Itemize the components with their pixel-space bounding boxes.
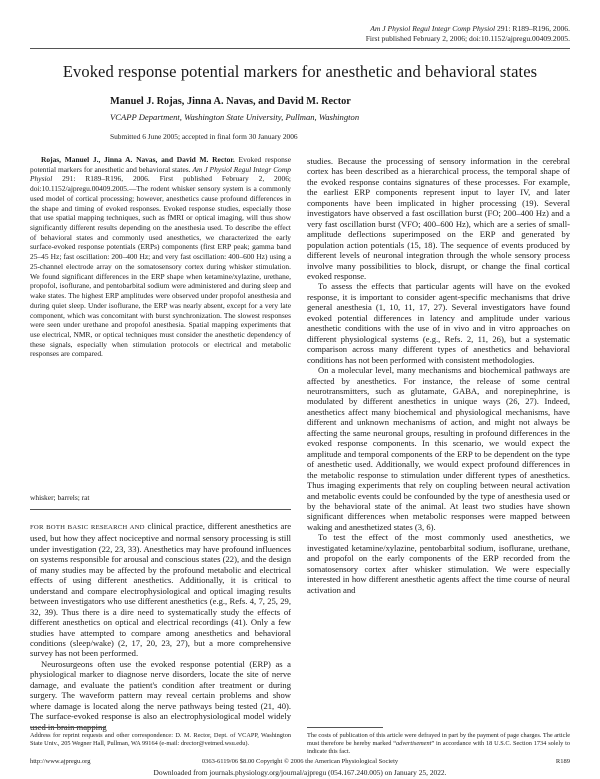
affiliation: VCAPP Department, Washington State University, Pullman, Washington (110, 112, 360, 122)
authors: Manuel J. Rojas, Jinna A. Navas, and David M. Rector (110, 96, 351, 107)
body-right-column (307, 156, 570, 595)
footnote-rule-right (307, 727, 383, 728)
first-published: First published February 2, 2006; doi:10.1152/ajpregu.00409.2005. (365, 34, 570, 43)
journal-name: Am J Physiol Regul Integr Comp Physiol (370, 24, 496, 33)
journal-url[interactable]: http://www.ajpregu.org (30, 758, 91, 765)
abstract-lead-tail: Evoked response potential markers for anesthetic and behavioral states. (30, 155, 291, 174)
submission-dates: Submitted 6 June 2005; accepted in final form 30 January 2006 (110, 132, 298, 141)
intro-paragraph-1: clinical practice, different anesthetics are used, but how they affect nociceptive and normal sensory processing is still under investigation (22, 23, 33). Anesthetics may have profound influences on systems responsible for arousal and conscious states (22), and the design of many studies may be affected by the profound metabolic and electrical effects of using different anesthetics. Additionally, it is critical to understand and compare electrophysiological and optical imaging results between investigators who use different anesthetics (e.g., Refs. 4, 7, 25, 29, 32, 39). Thus there is a dire need to systematically study the effects of different anesthetics on optical and electrical recordings (41). Only a few studies have attempted to compare among anesthetics and behavioral conditions (sleep/wake) (2, 17, 20, 23, 27), but a more comprehensive survey has not been performed. (30, 521, 292, 659)
right-paragraph-2: To assess the effects that particular agents will have on the evoked response, it is important to consider agent-specific mechanisms that drive general anesthesia (1, 10, 11, 17, 27). Several investigators have found evoked potential differences in latency and amplitude under various anesthetic conditions with the use of in vivo and in vitro approaches on different physiological systems (e.g., Refs. 2, 11, 26), but a systematic comparison across many different types of anesthetics and behavioral conditions has not been performed with consistent methodologies. (307, 281, 570, 365)
intro-paragraph-2: Neurosurgeons often use the evoked response potential (ERP) as a physiological marker to diagnose nerve disorders, locate the site of nerve damage, and evaluate the patient's condition after treatment or during surgery. The waveform pattern may reveal certain problems and show where damage is located along the nerve pathways being tested (21, 40). The surface-evoked response is also an electrophysiological model widely used in brain mapping (30, 658, 291, 732)
abstract (30, 155, 291, 359)
right-paragraph-4: To test the effect of the most commonly used anesthetics, we investigated ketamine/xylazine, pentobarbital sodium, isoflurane, urethane, and propofol on the early components of the ERP recorded from the somatosensory cortex after whisker stimulation. We were especially interested in how different anesthetic agents affect the time course of neural activation and (307, 532, 570, 595)
intro-smallcaps: FOR BOTH BASIC RESEARCH AND (30, 524, 145, 531)
cost-note-pre: The costs of publication of this article were defrayed in part by the payment of page charges. The article must therefore be hereby marked “ (307, 732, 570, 747)
abstract-text: 291: R189–R196, 2006. First published February 2, 2006; doi:10.1152/ajpregu.00409.2005.—The rodent whisker sensory system is a commonly used model of cortical processing; however, anesthetics cause profound differences in the shape and timing of evoked responses. Evoked response studies, especially those that use spatial mapping techniques, such as fMRI or optical imaging, will thus show significantly different results depending on the anesthesia used. To describe the effect of behavioral states and commonly used anesthetics, we characterized the early surface-evoked response potentials (ERPs) components (first ERP peak; gamma band 25–45 Hz; fast oscillation: 200–400 Hz; and very fast oscillation: 400–600 Hz) using a 25-channel electrode array on the somatosensory cortex during whisker stimulation. We found significant differences in the ERP shape when ketamine/xylazine, urethane, propofol, isoflurane, and pentobarbital sodium were administered and during sleep and wake states. The highest ERP amplitudes were observed under propofol anesthesia and during quiet sleep. Under isoflurane, the ERP was nearly absent, except for a very late component, which was concomitant with burst synchronization. The slowest responses were seen under urethane and propofol anesthesia. Spatial mapping experiments that use electrical, NMR, or optical techniques must consider the anesthetic dependency of these signals, especially when stimulation protocols or electrical and metabolic responses are compared. (30, 174, 291, 359)
right-paragraph-3: On a molecular level, many mechanisms and biochemical pathways are affected by anesthetics. For instance, the release of some central neurotransmitters, such as glutamate, GABA, and norepinephrine, is modulated by different anesthetics in unique ways (26, 27). Indeed, anesthetics affect many biochemical and physiological mechanisms, have different and unknown mechanisms of action, and might not always be affecting the same neuronal groups, resulting in profound differences in the evoked response components. In this scenario, we would expect the amplitude and temporal components of the ERP to be dependent on the type of anesthetic used. Additionally, we would expect profound differences in the metabolic response to stimulation under different types of anesthetics. Thus imaging experiments that rely on coupling between neural activation and metabolic events could be confounded by the type of anesthesia used or by the behavioral state of the animal. At least two studies have shown significant differences when metabolic responses were mapped between waking and anesthetized states (3, 6). (307, 365, 570, 532)
footnote-rule-left (30, 727, 106, 728)
abstract-citation: Am J Physiol Regul Integr Comp Physiol (30, 164, 291, 184)
keywords: whisker; barrels; rat (30, 493, 90, 502)
journal-header (366, 24, 570, 44)
abstract-rule (30, 509, 291, 510)
cost-note-post: ” in accordance with 18 U.S.C. Section 1734 solely to indicate this fact. (307, 740, 570, 755)
correspondence-footnote: Address for reprint requests and other correspondence: D. M. Rector, Dept. of VCAPP, Washington State Univ., 205 Wegner Hall, Pullman, WA 99164 (e-mail: drector@vetmed.wsu.edu). (30, 732, 291, 747)
page-number: R189 (555, 758, 570, 765)
cost-note-italic: advertisement (396, 740, 432, 747)
body-left-column (30, 521, 291, 732)
publication-cost-footnote (307, 732, 570, 756)
article-title: Evoked response potential markers for anesthetic and behavioral states (62, 62, 538, 81)
abstract-lead: Rojas, Manuel J., Jinna A. Navas, and David M. Rector. (41, 155, 235, 164)
download-notice: Downloaded from journals.physiology.org/journal/ajpregu (054.167.240.005) on January 25, 2022. (153, 768, 447, 777)
header-rule (30, 48, 570, 49)
right-paragraph-1: studies. Because the processing of sensory information in the cerebral cortex has been described as a hierarchical process, the temporal shape of the evoked response contains signatures of these processes. For example, the earliest ERP components represent input to layer IV, and later components have been implicated in higher processing (19). Several investigators have observed a fast oscillation burst (FO; 200–400 Hz) and a very fast oscillation burst (VFO; 400–600 Hz), which are a series of small-amplitude deflections superimposed on the ERP and generated by population action potentials (15, 18). The sequence of events produced by different levels of neuronal integration through the whole sensory process involve many possibilities to block, disrupt, or change the final cortical evoked response. (307, 156, 570, 281)
copyright-line: 0363-6119/06 $8.00 Copyright © 2006 the American Physiological Society (201, 758, 399, 765)
journal-citation: 291: R189–R196, 2006. (495, 24, 570, 33)
